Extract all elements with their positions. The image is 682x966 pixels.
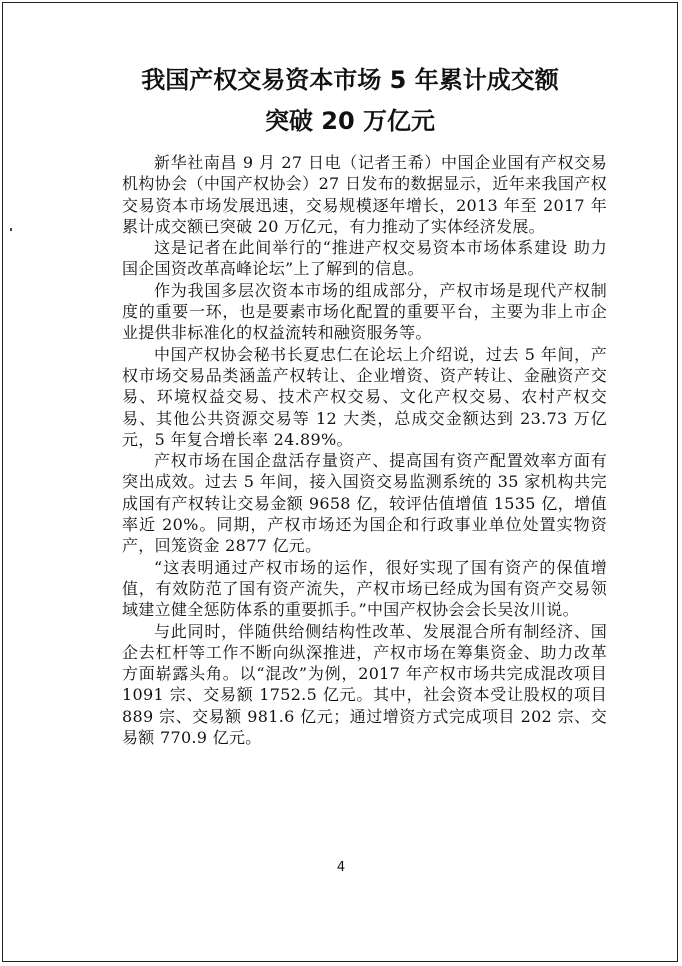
article-title-line-1: 我国产权交易资本市场 5 年累计成交额 xyxy=(141,66,559,94)
paragraph-4: 中国产权协会秘书长夏忠仁在论坛上介绍说，过去 5 年间，产权市场交易品类涵盖产权转让、企业增资、资产转让、金融资产交易、环境权益交易、技术产权交易、文化产权交易、农村产权交易、其他公共资源交易等 12 大类，总成交金额达到 23.73 万亿元，5 年复合增长率 24.89%。 xyxy=(122,344,607,449)
paragraph-1: 新华社南昌 9 月 27 日电（记者王希）中国企业国有产权交易机构协会（中国产权协会）27 日发布的数据显示，近年来我国产权交易资本市场发展迅速，交易规模逐年增长，2013 年至 2017 年累计成交额已突破 20 万亿元，有力推动了实体经济发展。 xyxy=(122,153,607,236)
paragraph-7: 与此同时，伴随供给侧结构性改革、发展混合所有制经济、国企去杠杆等工作不断向纵深推进，产权市场在筹集资金、助力改革方面崭露头角。以“混改”为例，2017 年产权市场共完成混改项目 1091 宗、交易额 1752.5 亿元。其中，社会资本受让股权的项目 889 宗、交易额 981.6 亿元；通过增资方式完成项目 202 宗、交易额 770.9 亿元。 xyxy=(122,621,607,748)
paragraph-2: 这是记者在此间举行的“推进产权交易资本市场体系建设 助力国企国资改革高峰论坛”上了解到的信息。 xyxy=(122,238,607,279)
page-number: 4 xyxy=(336,860,346,875)
paragraph-6: “这表明通过产权市场的运作，很好实现了国有资产的保值增值，有效防范了国有资产流失，产权市场已经成为国有资产交易领域建立健全惩防体系的重要抓手。”中国产权协会会长吴汝川说。 xyxy=(122,557,607,620)
article-title-line-2: 突破 20 万亿元 xyxy=(264,107,436,135)
article-body xyxy=(122,152,607,748)
paragraph-5: 产权市场在国企盘活存量资产、提高国有资产配置效率方面有突出成效。过去 5 年间，接入国资交易监测系统的 35 家机构共完成国有产权转让交易金额 9658 亿，较评估值增值 1535 亿，增值率近 20%。同期，产权市场还为国企和行政事业单位处置实物资产，回笼资金 2877 亿元。 xyxy=(122,451,607,556)
scan-mark xyxy=(10,228,12,231)
paragraph-3: 作为我国多层次资本市场的组成部分，产权市场是现代产权制度的重要一环，也是要素市场化配置的重要平台，主要为非上市企业提供非标准化的权益流转和融资服务等。 xyxy=(122,280,607,343)
